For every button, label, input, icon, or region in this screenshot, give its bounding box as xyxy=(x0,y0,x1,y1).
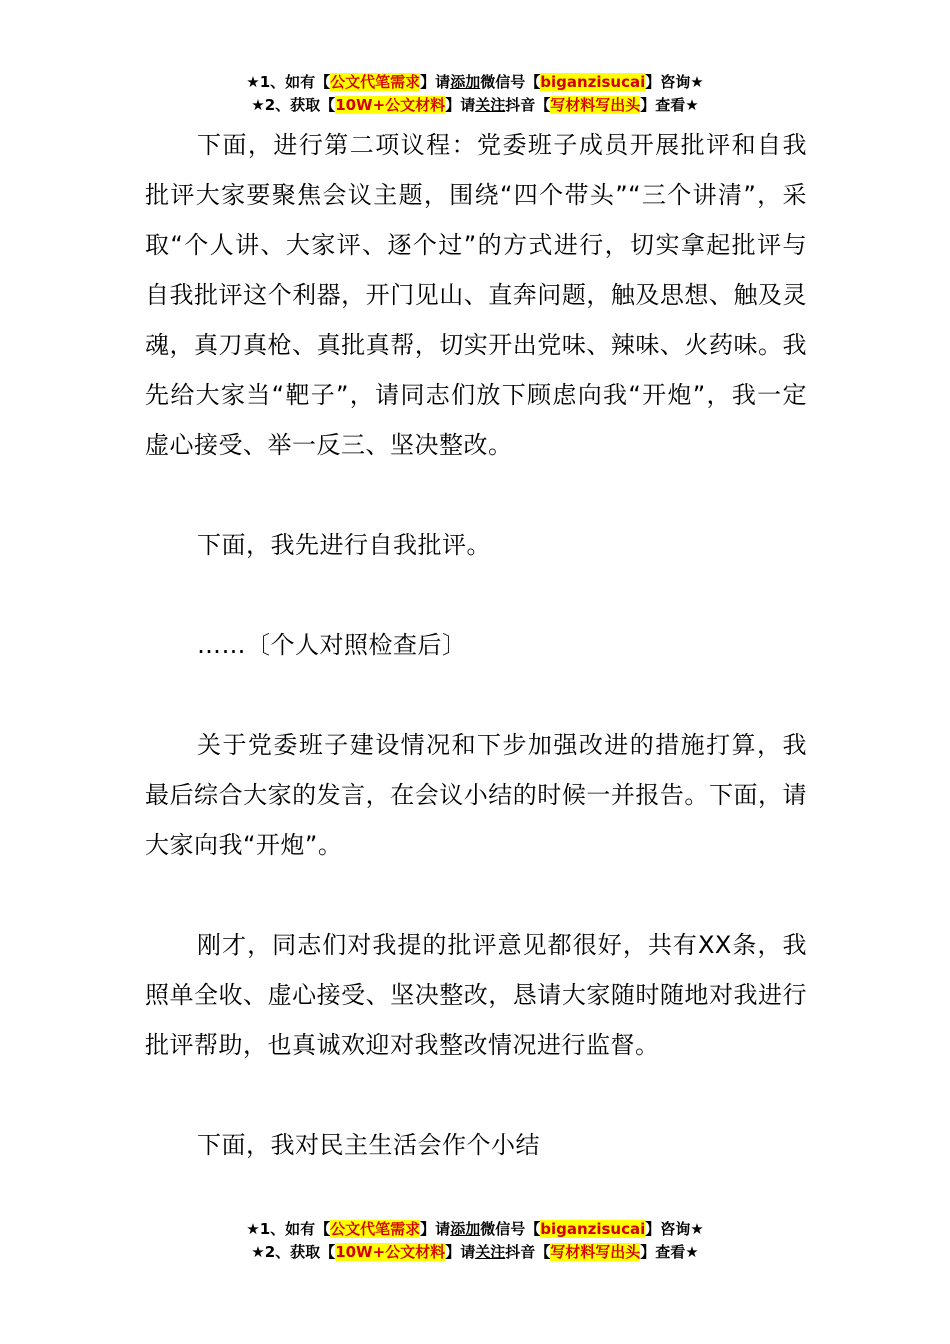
banner-text: ★2、获取【 xyxy=(251,96,336,114)
underlined-text: 添加 xyxy=(450,1220,481,1238)
paragraph: 下面，我先进行自我批评。 xyxy=(197,531,491,559)
banner-text: 】请 xyxy=(445,96,476,114)
footer-banner xyxy=(0,1218,950,1264)
underlined-text: 添加 xyxy=(450,73,481,91)
paragraph: 关于党委班子建设情况和下步加强改进的措施打算，我最后综合大家的发言，在会议小结的时候一并报告。下面，请大家向我“开炮”。 xyxy=(145,731,807,859)
banner-text: 】请 xyxy=(420,73,451,91)
highlighted-text: 10W+公文材料 xyxy=(335,96,446,114)
banner-text: 】请 xyxy=(420,1220,451,1238)
highlighted-text: 公文代笔需求 xyxy=(330,1220,421,1238)
highlighted-text: biganzisucai xyxy=(540,73,646,91)
banner-text: ★2、获取【 xyxy=(251,1243,336,1261)
underlined-text: 关注 xyxy=(475,1243,506,1261)
banner-text: 】咨询★ xyxy=(645,1220,704,1238)
banner-line xyxy=(0,71,950,94)
header-banner xyxy=(0,71,950,117)
banner-text: 微信号【 xyxy=(480,1220,541,1238)
banner-text: 】查看★ xyxy=(640,1243,699,1261)
banner-text: 】咨询★ xyxy=(645,73,704,91)
paragraph: ……〔个人对照检查后〕 xyxy=(197,631,467,659)
highlighted-text: 公文代笔需求 xyxy=(330,73,421,91)
paragraph: 下面，我对民主生活会作个小结 xyxy=(197,1131,540,1159)
banner-line xyxy=(0,1218,950,1241)
banner-text: 微信号【 xyxy=(480,73,541,91)
banner-text: 】请 xyxy=(445,1243,476,1261)
underlined-text: 关注 xyxy=(475,96,506,114)
banner-text: ★1、如有【 xyxy=(246,73,331,91)
banner-text: ★1、如有【 xyxy=(246,1220,331,1238)
paragraph: 下面，进行第二项议程：党委班子成员开展批评和自我批评大家要聚焦会议主题，围绕“四个带头”“三个讲清”，采取“个人讲、大家评、逐个过”的方式进行，切实拿起批评与自我批评这个利器，开门见山、直奔问题，触及思想、触及灵魂，真刀真枪、真批真帮，切实开出党味、辣味、火药味。我先给大家当“靶子”，请同志们放下顾虑向我“开炮”，我一定虚心接受、举一反三、坚决整改。 xyxy=(145,131,807,459)
document-body xyxy=(145,120,807,1220)
highlighted-text: biganzisucai xyxy=(540,1220,646,1238)
banner-line xyxy=(0,1241,950,1264)
banner-text: 抖音【 xyxy=(505,96,551,114)
banner-text: 抖音【 xyxy=(505,1243,551,1261)
banner-line xyxy=(0,94,950,117)
highlighted-text: 写材料写出头 xyxy=(550,96,641,114)
highlighted-text: 写材料写出头 xyxy=(550,1243,641,1261)
highlighted-text: 10W+公文材料 xyxy=(335,1243,446,1261)
paragraph: 刚才，同志们对我提的批评意见都很好，共有XX条，我照单全收、虚心接受、坚决整改，恳请大家随时随地对我进行批评帮助，也真诚欢迎对我整改情况进行监督。 xyxy=(145,931,807,1059)
banner-text: 】查看★ xyxy=(640,96,699,114)
